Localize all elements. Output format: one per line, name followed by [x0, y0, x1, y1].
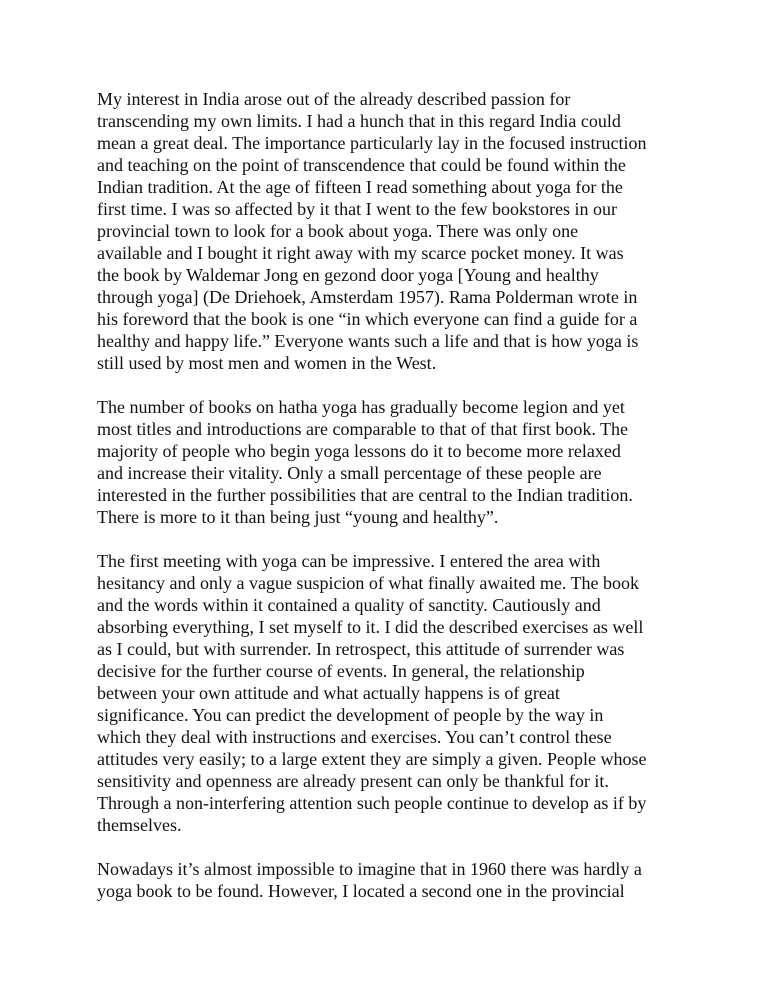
text-line: the book by Waldemar Jong en gezond door yoga [Young and healthy [97, 265, 599, 285]
text-line: through yoga] (De Driehoek, Amsterdam 1957). Rama Polderman wrote in [97, 287, 638, 307]
text-line: interested in the further possibilities that are central to the Indian tradition. [97, 485, 633, 505]
text-line: The number of books on hatha yoga has gradually become legion and yet [97, 397, 625, 417]
text-line: themselves. [97, 815, 182, 835]
text-line: his foreword that the book is one “in which everyone can find a guide for a [97, 309, 638, 329]
paragraph-1 [97, 88, 697, 374]
text-line: significance. You can predict the development of people by the way in [97, 705, 604, 725]
text-line: as I could, but with surrender. In retrospect, this attitude of surrender was [97, 639, 625, 659]
text-line: which they deal with instructions and exercises. You can’t control these [97, 727, 612, 747]
text-line: between your own attitude and what actually happens is of great [97, 683, 560, 703]
text-line: The first meeting with yoga can be impressive. I entered the area with [97, 551, 601, 571]
text-line: absorbing everything, I set myself to it. I did the described exercises as well [97, 617, 644, 637]
body-text [97, 88, 697, 924]
text-line: hesitancy and only a vague suspicion of what finally awaited me. The book [97, 573, 640, 593]
text-line: Through a non-interfering attention such people continue to develop as if by [97, 793, 647, 813]
text-line: mean a great deal. The importance particularly lay in the focused instruction [97, 133, 647, 153]
paragraph-2 [97, 396, 697, 528]
text-line: available and I bought it right away with my scarce pocket money. It was [97, 243, 624, 263]
text-line: yoga book to be found. However, I located a second one in the provincial [97, 881, 625, 901]
paragraph-3 [97, 550, 697, 836]
text-line: Indian tradition. At the age of fifteen I read something about yoga for the [97, 177, 623, 197]
text-line: and increase their vitality. Only a small percentage of these people are [97, 463, 602, 483]
text-line: first time. I was so affected by it that I went to the few bookstores in our [97, 199, 618, 219]
text-line: attitudes very easily; to a large extent they are simply a given. People whose [97, 749, 647, 769]
text-line: decisive for the further course of events. In general, the relationship [97, 661, 585, 681]
text-line: There is more to it than being just “young and healthy”. [97, 507, 499, 527]
text-line: and teaching on the point of transcendence that could be found within the [97, 155, 626, 175]
paragraph-4 [97, 858, 697, 902]
text-line: healthy and happy life.” Everyone wants such a life and that is how yoga is [97, 331, 639, 351]
text-line: most titles and introductions are comparable to that of that first book. The [97, 419, 629, 439]
text-line: Nowadays it’s almost impossible to imagine that in 1960 there was hardly a [97, 859, 642, 879]
text-line: still used by most men and women in the West. [97, 353, 437, 373]
text-line: sensitivity and openness are already present can only be thankful for it. [97, 771, 609, 791]
text-line: majority of people who begin yoga lessons do it to become more relaxed [97, 441, 621, 461]
text-line: My interest in India arose out of the already described passion for [97, 89, 571, 109]
text-line: transcending my own limits. I had a hunch that in this regard India could [97, 111, 621, 131]
text-line: provincial town to look for a book about yoga. There was only one [97, 221, 579, 241]
text-line: and the words within it contained a quality of sanctity. Cautiously and [97, 595, 601, 615]
